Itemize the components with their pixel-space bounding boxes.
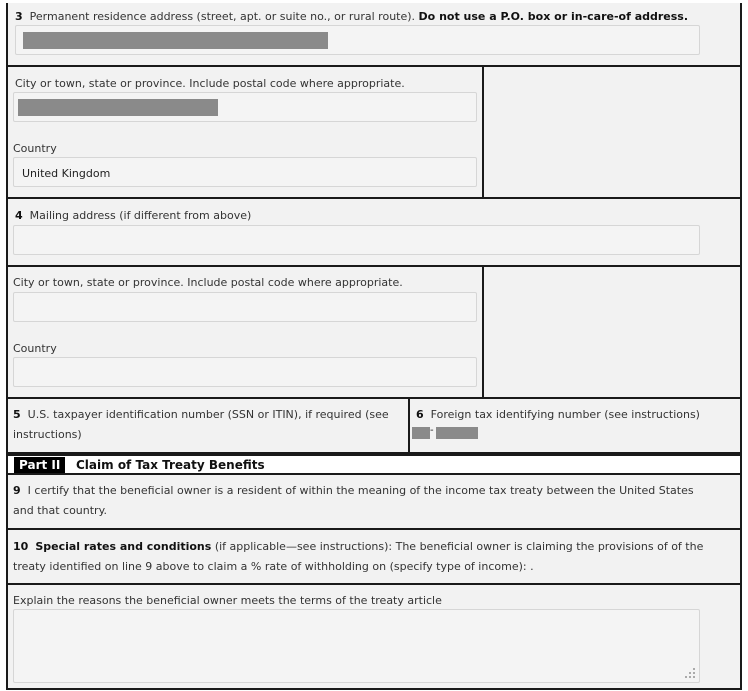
- line3-street-input[interactable]: [15, 25, 700, 55]
- column-divider: [408, 397, 410, 454]
- redacted-value: [412, 427, 430, 439]
- line3-country-label: Country: [13, 142, 57, 155]
- line6-label: 6 Foreign tax identifying number (see instructions): [416, 408, 700, 421]
- line6-separator: -: [430, 425, 434, 436]
- column-divider: [482, 265, 484, 399]
- line9-section: [6, 473, 742, 530]
- line3-city-input[interactable]: [13, 92, 477, 122]
- line5-label: 5 U.S. taxpayer identification number (SSN or ITIN), if required (see instructions): [13, 408, 389, 441]
- line4-city-input[interactable]: [13, 292, 477, 322]
- explain-label: Explain the reasons the beneficial owner meets the terms of the treaty article: [13, 594, 442, 607]
- line4-city-label: City or town, state or province. Include postal code where appropriate.: [13, 276, 403, 289]
- line3-country-input[interactable]: [13, 157, 477, 187]
- line4-country-input[interactable]: [13, 357, 477, 387]
- part2-tag: Part II: [14, 457, 65, 474]
- line10-section: [6, 528, 742, 585]
- line3-city-label: City or town, state or province. Include postal code where appropriate.: [15, 77, 405, 90]
- explain-section: [6, 583, 742, 690]
- line5-6-section: [6, 397, 742, 454]
- part2-header: [6, 454, 742, 475]
- line9-text: 9 I certify that the beneficial owner is a resident of within the meaning of the income tax treaty between the United States and that country.: [13, 484, 694, 517]
- redacted-value: [18, 99, 218, 116]
- line6-foreign-tin-input[interactable]: [412, 426, 478, 440]
- redacted-value: [436, 427, 478, 439]
- line10-text: 10 Special rates and conditions (if applicable—see instructions): The beneficial owner is claiming the provisions of of the treaty identified on line 9 above to claim a % rate of withholding on (specify type of income): .: [13, 540, 704, 573]
- resize-grip-icon[interactable]: [683, 666, 695, 678]
- line3-section: [6, 3, 742, 67]
- line4-section: [6, 197, 742, 267]
- line4-mailing-input[interactable]: [13, 225, 700, 255]
- redacted-value: [23, 32, 328, 49]
- line4-label: 4 Mailing address (if different from above): [15, 209, 252, 222]
- column-divider: [482, 65, 484, 199]
- line4-city-section: [6, 265, 742, 399]
- explain-textarea[interactable]: [13, 609, 700, 683]
- line4-country-label: Country: [13, 342, 57, 355]
- part2-title: Claim of Tax Treaty Benefits: [76, 458, 265, 472]
- line3-country-value: United Kingdom: [22, 167, 111, 180]
- line3-city-section: [6, 65, 742, 199]
- line3-label: 3 Permanent residence address (street, apt. or suite no., or rural route). Do not use a P.O. box or in-care-of address.: [15, 10, 689, 23]
